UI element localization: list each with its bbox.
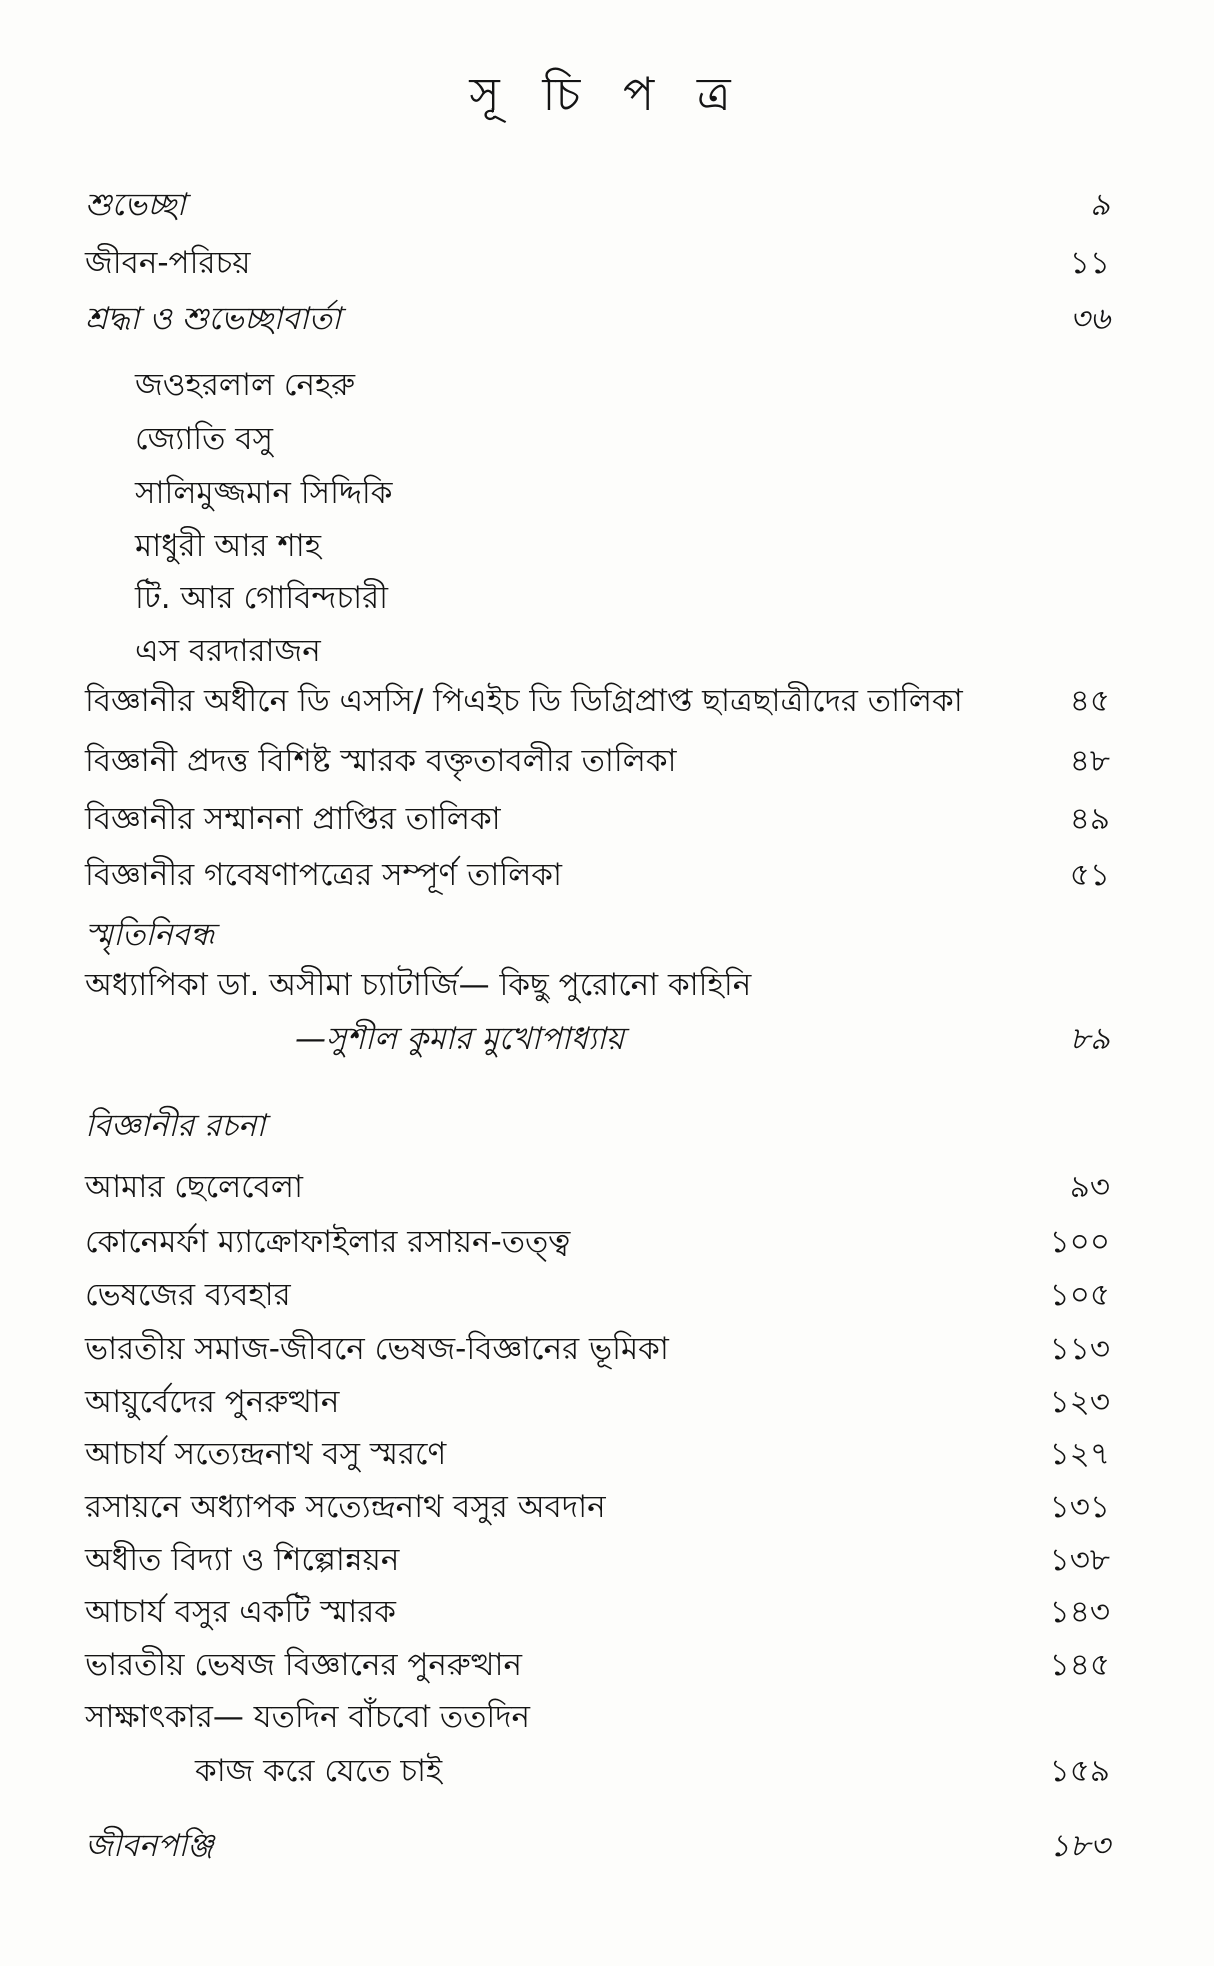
toc-entry — [135, 523, 1110, 569]
entry-title: কাজ করে যেতে চাই — [195, 1753, 443, 1789]
entry-title: বিজ্ঞানীর রচনা — [85, 1108, 266, 1144]
toc-entry — [85, 1326, 1110, 1372]
entry-page-number: ১০৫ — [1049, 1277, 1110, 1313]
toc-entry — [135, 575, 1110, 621]
entry-page-number: ১০০ — [1049, 1224, 1110, 1260]
entry-title: বিজ্ঞানীর সম্মাননা প্রাপ্তির তালিকা — [85, 801, 501, 837]
entry-title: স্মৃতিনিবন্ধ — [85, 917, 215, 953]
entry-title: অধীত বিদ্যা ও শিল্পোন্নয়ন — [85, 1542, 400, 1578]
toc-entry — [85, 1642, 1110, 1688]
entry-page-number: ১৫৯ — [1049, 1753, 1110, 1789]
entry-page-number: ১২৩ — [1049, 1384, 1110, 1420]
entry-title: মাধুরী আর শাহ — [135, 528, 322, 564]
entry-title: জীবনপঞ্জি — [85, 1828, 214, 1864]
entry-title: আচার্য সত্যেন্দ্রনাথ বসু স্মরণে — [85, 1436, 447, 1472]
toc-entry — [85, 1103, 1110, 1149]
entry-page-number: ৪৮ — [1069, 743, 1110, 779]
entry-title: —সুশীল কুমার মুখোপাধ্যায় — [295, 1021, 625, 1057]
entry-page-number: ৯৩ — [1069, 1169, 1110, 1205]
entry-page-number: ১৩১ — [1049, 1489, 1110, 1525]
entry-title: আয়ুর্বেদের পুনরুত্থান — [85, 1384, 340, 1420]
toc-entry — [85, 1219, 1110, 1265]
entry-page-number: ১৩৮ — [1049, 1542, 1110, 1578]
entry-title: অধ্যাপিকা ডা. অসীমা চ্যাটার্জি— কিছু পুরোনো কাহিনি — [85, 967, 752, 1003]
toc-entry — [85, 912, 1110, 958]
entry-title: শ্রদ্ধা ও শুভেচ্ছাবার্তা — [85, 301, 341, 337]
entry-title: জ্যোতি বসু — [135, 421, 274, 457]
entry-page-number: ১১৩ — [1049, 1331, 1110, 1367]
toc-entry — [85, 1164, 1110, 1210]
toc-entry — [195, 1748, 1110, 1794]
entry-title: বিজ্ঞানীর অধীনে ডি এসসি/ পিএইচ ডি ডিগ্রিপ্রাপ্ত ছাত্রছাত্রীদের তালিকা — [85, 683, 963, 719]
entry-title: ভারতীয় ভেষজ বিজ্ঞানের পুনরুত্থান — [85, 1647, 522, 1683]
page-title: সূ চি প ত্র — [469, 67, 745, 121]
entry-page-number: ১৪৩ — [1049, 1594, 1110, 1630]
toc-entry — [85, 1823, 1110, 1869]
entry-title: আচার্য বসুর একটি স্মারক — [85, 1594, 396, 1630]
entry-title: সালিমুজ্জমান সিদ্দিকি — [135, 475, 393, 511]
toc-entry — [85, 1379, 1110, 1425]
entry-title: ভারতীয় সমাজ-জীবনে ভেষজ-বিজ্ঞানের ভূমিকা — [85, 1331, 669, 1367]
toc-entry — [85, 240, 1110, 286]
toc-entry — [85, 1589, 1110, 1635]
entry-title: এস বরদারাজন — [135, 633, 321, 669]
entry-title: জওহরলাল নেহরু — [135, 367, 356, 403]
toc-entry — [135, 416, 1110, 462]
entry-page-number: ৩৬ — [1069, 301, 1110, 337]
entry-title: বিজ্ঞানীর গবেষণাপত্রের সম্পূর্ণ তালিকা — [85, 857, 562, 893]
entry-page-number: ৪৯ — [1069, 801, 1110, 837]
toc-entry — [85, 1694, 1110, 1740]
toc-entry — [85, 962, 1110, 1008]
entry-title: জীবন-পরিচয় — [85, 245, 251, 281]
entry-title: রসায়নে অধ্যাপক সত্যেন্দ্রনাথ বসুর অবদান — [85, 1489, 606, 1525]
entry-title: শুভেচ্ছা — [85, 187, 186, 223]
entry-page-number: ৮৯ — [1069, 1021, 1110, 1057]
entry-page-number: ৪৫ — [1069, 683, 1110, 719]
toc-entry — [85, 678, 1110, 724]
entry-title: কোনেমর্ফা ম্যাক্রোফাইলার রসায়ন-তত্ত্ব — [85, 1224, 571, 1260]
entry-page-number: ৯ — [1089, 187, 1110, 223]
toc-entry — [85, 796, 1110, 842]
toc-entry — [85, 1484, 1110, 1530]
entry-title: ভেষজের ব্যবহার — [85, 1277, 291, 1313]
entry-title: সাক্ষাৎকার— যতদিন বাঁচবো ততদিন — [85, 1699, 531, 1735]
toc-entry — [135, 628, 1110, 674]
toc-entry — [85, 852, 1110, 898]
entry-page-number: ১৪৫ — [1049, 1647, 1110, 1683]
toc-entry — [135, 362, 1110, 408]
entry-page-number: ১৮৩ — [1049, 1828, 1110, 1864]
toc-entry — [85, 738, 1110, 784]
entry-title: বিজ্ঞানী প্রদত্ত বিশিষ্ট স্মারক বক্তৃতাবলীর তালিকা — [85, 743, 677, 779]
entry-title: আমার ছেলেবেলা — [85, 1169, 303, 1205]
toc-entry — [135, 470, 1110, 516]
toc-entry — [295, 1016, 1110, 1062]
toc-entry — [85, 182, 1110, 228]
entry-title: টি. আর গোবিন্দচারী — [135, 580, 389, 616]
toc-entry — [85, 1537, 1110, 1583]
toc-entry — [85, 296, 1110, 342]
toc-entry — [85, 1431, 1110, 1477]
entry-page-number: ৫১ — [1069, 857, 1110, 893]
toc-entry — [85, 1272, 1110, 1318]
entry-page-number: ১১ — [1069, 245, 1110, 281]
entry-page-number: ১২৭ — [1049, 1436, 1110, 1472]
